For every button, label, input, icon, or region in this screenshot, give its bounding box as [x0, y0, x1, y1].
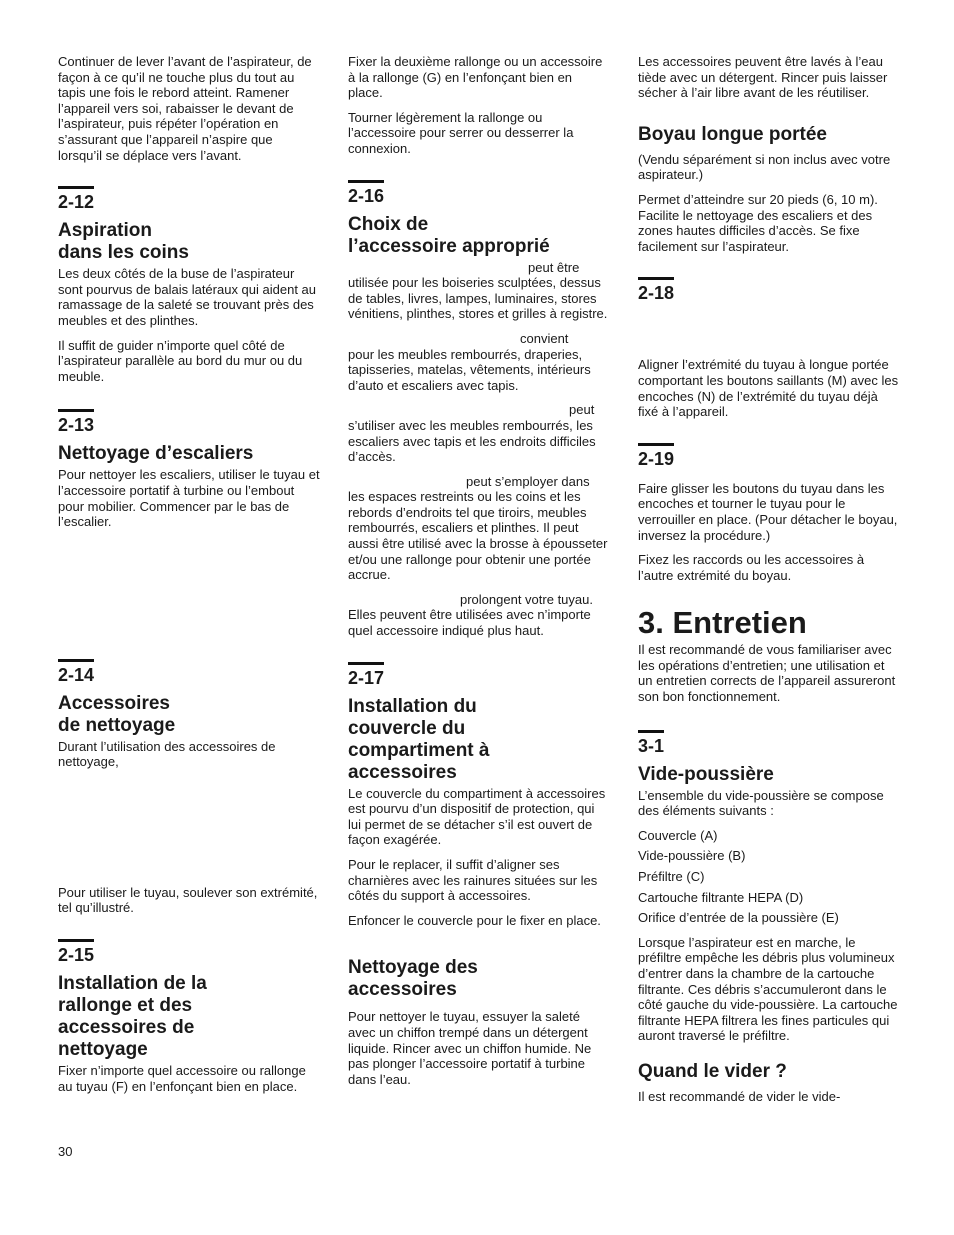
section-2-15-p1: Fixer n’importe quel accessoire ou rallonge au tuyau (F) en l’enfonçant bien en place.: [58, 1063, 306, 1094]
page-number: 30: [58, 1144, 73, 1159]
section-2-16-p5: prolongent votre tuyau. Elles peuvent être utilisées avec n’importe quel accessoire indiqué plus haut.: [348, 591, 593, 639]
section-2-12-p2: Il suffit de guider n’importe quel côté de l’aspirateur parallèle au bord du mur ou du meuble.: [58, 337, 303, 384]
section-2-19-p1: Faire glisser les boutons du tuyau dans les encoches et tourner le tuyau pour le verrouiller en place. (Pour détacher le boyau, inversez la procédure.): [638, 480, 898, 543]
column-middle: [348, 54, 610, 1096]
col2-p1: Fixer la deuxième rallonge ou un accessoire à la rallonge (G) en l’enfonçant bien en place.: [348, 54, 603, 101]
section-number-3-1: 3-1: [638, 730, 664, 756]
intro-text: Continuer de lever l’avant de l’aspirateur, de façon à ce qu’il ne touche plus du tout au tapis une fois le rebord atteint. Ramener l’appareil vers soi, rabaisser le devant de l’aspirateur, puis répéter l’opération en s’assurant que l’appareil n’aspire que lorsqu’il se déplace vers l’avant.: [58, 54, 312, 163]
section-number-2-13: 2-13: [58, 409, 94, 435]
section-title-cleaning: Nettoyage des accessoires: [348, 957, 478, 1001]
section-title-3-1: Vide-poussière: [638, 763, 774, 785]
section-number-2-17: 2-17: [348, 662, 384, 688]
section-number-2-15: 2-15: [58, 939, 94, 965]
section-2-14-p2: Pour utiliser le tuyau, soulever son extrémité, tel qu’illustré.: [58, 884, 318, 916]
section-2-16-p1: peut être utilisée pour les boiseries sculptées, dessus de tables, livres, lampes, luminaires, stores vénitiens, plinthes, stores et grilles à registre.: [348, 259, 608, 322]
hose-p2: Permet d’atteindre sur 20 pieds (6, 10 m). Facilite le nettoyage des escaliers et des zones hautes difficiles d’accès. Se fixe facilement sur l’aspirateur.: [638, 191, 878, 254]
section-title-2-15: Installation de la rallonge et des accessoires de nettoyage: [58, 973, 207, 1061]
section-3-1-p2: Lorsque l’aspirateur est en marche, le préfiltre empêche les débris plus volumineux d’entrer dans la chambre de la cartouche filtrante. Ces débris s’accumuleront dans le côté gauche du vide-poussière. La cartouche filtrante HEPA filtrera les fines particules qui auront traversé le préfiltre.: [638, 934, 898, 1044]
section-2-16-p2: convient pour les meubles rembourrés, draperies, tapisseries, matelas, vêtements, intérieurs d’auto et escaliers avec tapis.: [348, 330, 591, 393]
section-number-2-19: 2-19: [638, 443, 674, 469]
section-title-2-12: Aspiration dans les coins: [58, 220, 189, 264]
section-number-2-18: 2-18: [638, 277, 674, 303]
list-item: Orifice d’entrée de la poussière (E): [638, 910, 839, 926]
section-2-17-p1: Le couvercle du compartiment à accessoires est pourvu d’un dispositif de protection, qui lui permet de se détacher s’il est ouvert de façon exagérée.: [348, 785, 606, 848]
chapter-title-entretien: 3. Entretien: [638, 605, 807, 641]
list-item: Vide-poussière (B): [638, 848, 746, 864]
list-item: Couvercle (A): [638, 827, 718, 843]
section-title-2-13: Nettoyage d’escaliers: [58, 443, 254, 465]
section-2-18-p1: Aligner l’extrémité du tuyau à longue portée comportant les boutons saillants (M) avec les encoches (N) de l’extrémité du tuyau déjà fixé à l’appareil.: [638, 357, 899, 420]
section-2-16-p4: peut s’employer dans les espaces restreints ou les coins et les rebords d’endroits tel que tiroirs, meubles rembourrés, escaliers et plinthes. Il peut aussi être utilisé avec la brosse à épousseter et/ou une rallonge pour obtenir une portée accrue.: [348, 473, 608, 583]
list-item: Cartouche filtrante HEPA (D): [638, 889, 804, 905]
list-item: Préfiltre (C): [638, 869, 705, 885]
section-2-16-p3: peut s’utiliser avec les meubles rembourrés, les escaliers avec tapis et les endroits difficiles d’accès.: [348, 402, 596, 465]
hose-p1: (Vendu séparément si non inclus avec votre aspirateur.): [638, 151, 891, 183]
entretien-p1: Il est recommandé de vous familiariser avec les opérations d’entretien; une utilisation et un entretien corrects de l’appareil assureront son bon fonctionnement.: [638, 642, 896, 705]
section-title-2-14: Accessoires de nettoyage: [58, 692, 176, 736]
cleaning-p1: Pour nettoyer le tuyau, essuyer la saleté avec un chiffon trempé dans un détergent liquide. Rincer avec un chiffon humide. Ne pas plonger l’accessoire portatif à turbine dans l’eau.: [348, 1009, 592, 1087]
section-title-hose: Boyau longue portée: [638, 123, 827, 145]
section-2-17-p3: Enfoncer le couvercle pour le fixer en place.: [348, 912, 601, 928]
col2-p2: Tourner légèrement la rallonge ou l’accessoire pour serrer ou desserrer la connexion.: [348, 109, 574, 156]
section-title-empty: Quand le vider ?: [638, 1060, 787, 1082]
section-2-12-p1: Les deux côtés de la buse de l’aspirateur sont pourvus de balais latéraux qui aident au ramassage de la saleté se trouvant près des meubles et des plinthes.: [58, 266, 317, 328]
section-2-14-p1: Durant l’utilisation des accessoires de nettoyage,: [58, 738, 276, 770]
column-right: [638, 54, 900, 1114]
section-title-2-16: Choix de l’accessoire approprié: [348, 213, 550, 257]
section-number-2-12: 2-12: [58, 186, 94, 212]
section-2-17-p2: Pour le replacer, il suffit d’aligner ses charnières avec les rainures situées sur les côtés du support à accessoires.: [348, 857, 598, 904]
column-left: [58, 54, 320, 1094]
section-2-19-p2: Fixez les raccords ou les accessoires à l’autre extrémité du boyau.: [638, 552, 865, 583]
section-2-13-p1: Pour nettoyer les escaliers, utiliser le tuyau et l’accessoire portatif à turbine ou l’embout pour mobilier. Commencer par le bas de l’escalier.: [58, 467, 320, 530]
section-number-2-14: 2-14: [58, 659, 94, 685]
empty-p1: Il est recommandé de vider le vide-: [638, 1088, 841, 1104]
col3-p1: Les accessoires peuvent être lavés à l’eau tiède avec un détergent. Rincer puis laisser sécher à l’air libre avant de les réutiliser.: [638, 54, 888, 101]
section-number-2-16: 2-16: [348, 180, 384, 206]
section-title-2-17: Installation du couvercle du compartiment à accessoires: [348, 695, 490, 783]
section-3-1-p1: L’ensemble du vide-poussière se compose des éléments suivants :: [638, 787, 884, 819]
